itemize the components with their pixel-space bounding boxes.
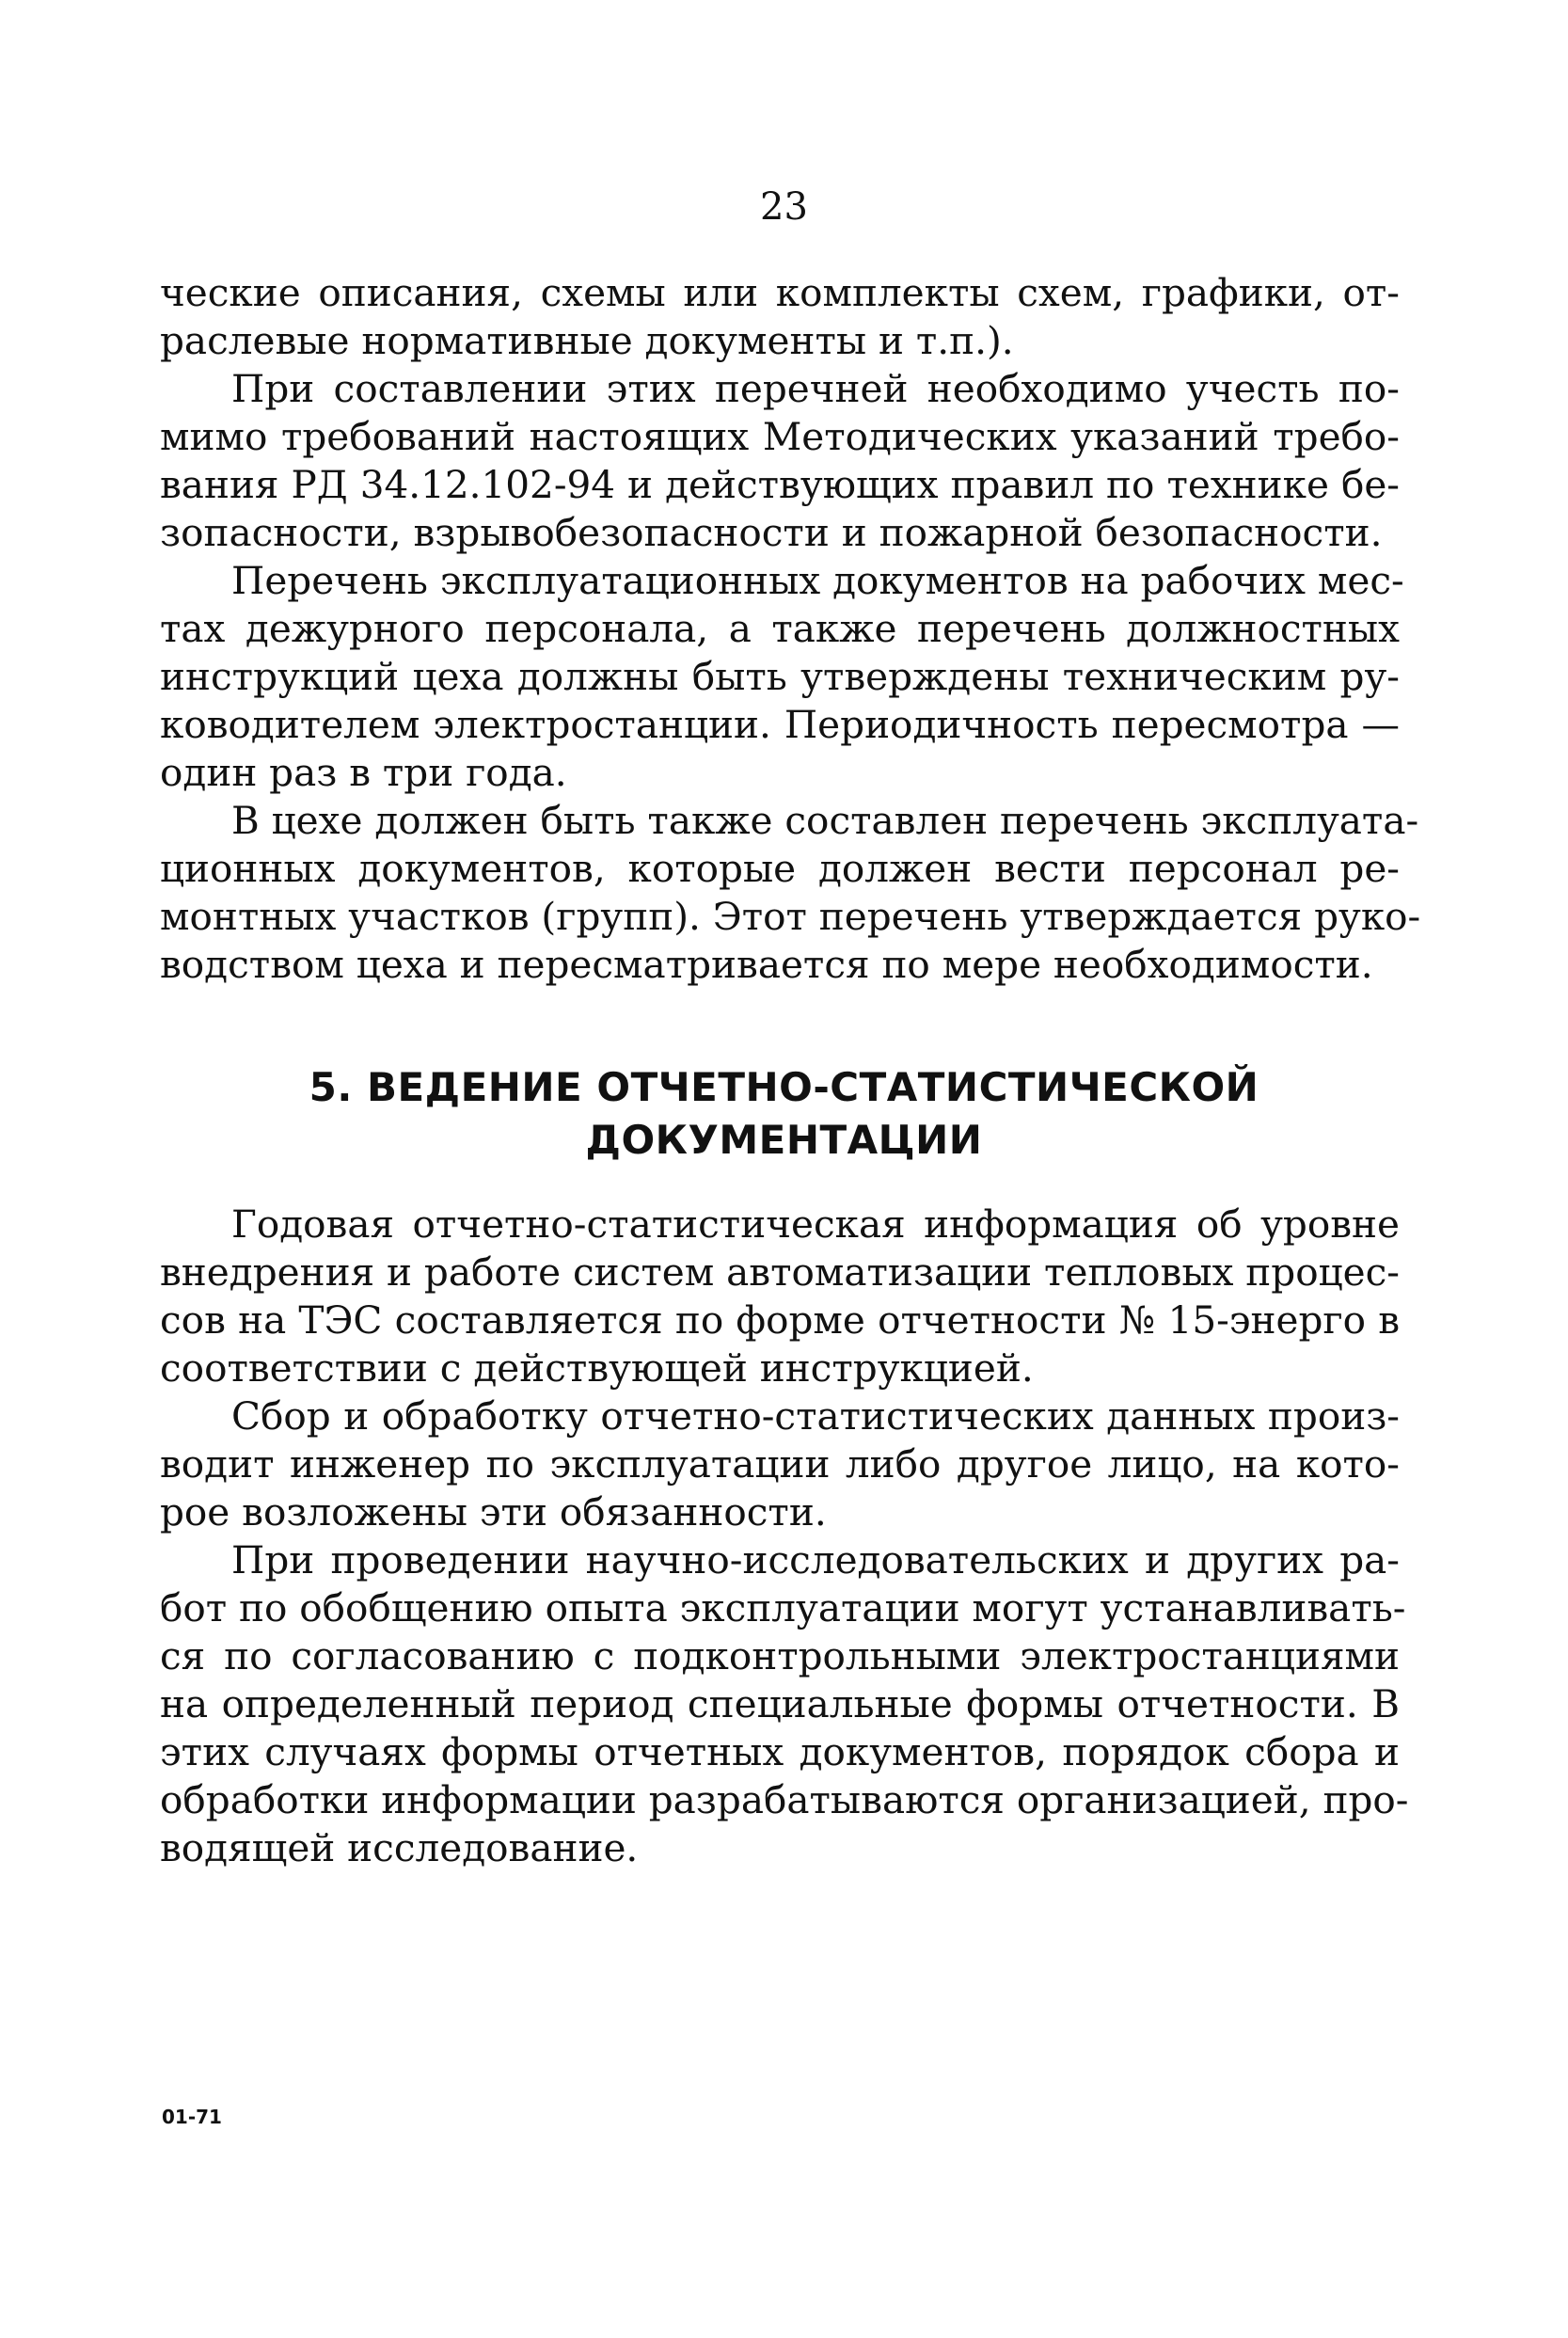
text-line: сов на ТЭС составляется по форме отчетности № 15-энерго в [160, 1297, 1400, 1343]
section-text [160, 1201, 1409, 1872]
text-line: При составлении этих перечней необходимо учесть по- [231, 366, 1400, 411]
text-line: Сбор и обработку отчетно-статистических данных произ- [231, 1393, 1400, 1439]
text-line: тах дежурного персонала, а также перечень должностных [160, 606, 1400, 651]
text-line: ческие описания, схемы или комплекты схем, графики, от- [160, 270, 1400, 315]
text-line: бот по обобщению опыта эксплуатации могут устанавливать- [160, 1585, 1406, 1630]
text-line: раслевые нормативные документы и т.п.). [160, 318, 1014, 363]
paragraph [160, 1392, 1400, 1536]
text-line: водящей исследование. [160, 1825, 639, 1870]
paragraph [160, 1201, 1400, 1392]
paragraph [160, 269, 1400, 365]
text-line: Годовая отчетно-статистическая информация об уровне [231, 1201, 1400, 1247]
text-line: рое возложены эти обязанности. [160, 1489, 827, 1535]
text-line: водит инженер по эксплуатации либо другое лицо, на кото- [160, 1441, 1400, 1487]
text-line: монтных участков (групп). Этот перечень утверждается руко- [160, 894, 1421, 939]
text-line: один раз в три года. [160, 750, 567, 795]
paragraph [160, 1536, 1409, 1872]
section-heading [0, 1061, 1568, 1167]
text-line: обработки информации разрабатываются организацией, про- [160, 1777, 1409, 1822]
page-number: 23 [760, 185, 808, 229]
text-line: ционных документов, которые должен вести персонал ре- [160, 846, 1400, 891]
intro-text [160, 269, 1421, 989]
text-line: ся по согласованию с подконтрольными электростанциями [160, 1633, 1400, 1678]
text-line: мимо требований настоящих Методических указаний требо- [160, 414, 1400, 459]
section-heading-line: ДОКУМЕНТАЦИИ [585, 1117, 983, 1163]
text-line: соответствии с действующей инструкцией. [160, 1345, 1034, 1391]
text-line: вания РД 34.12.102-94 и действующих правил по технике бе- [160, 462, 1400, 507]
text-line: водством цеха и пересматривается по мере необходимости. [160, 942, 1373, 987]
paragraph [160, 365, 1400, 557]
section-heading-line: 5. ВЕДЕНИЕ ОТЧЕТНО-СТАТИСТИЧЕСКОЙ [309, 1064, 1259, 1110]
text-line: на определенный период специальные формы отчетности. В [160, 1681, 1400, 1726]
paragraph [160, 797, 1421, 989]
text-line: При проведении научно-исследовательских и других ра- [231, 1537, 1400, 1583]
paragraph [160, 557, 1404, 797]
text-line: внедрения и работе систем автоматизации тепловых процес- [160, 1249, 1400, 1295]
footer-code: 01-71 [162, 2106, 222, 2128]
text-line: В цехе должен быть также составлен перечень эксплуата- [231, 798, 1419, 843]
text-line: инструкций цеха должны быть утверждены техническим ру- [160, 654, 1400, 699]
text-line: Перечень эксплуатационных документов на рабочих мес- [231, 558, 1404, 603]
text-line: ководителем электростанции. Периодичность пересмотра — [160, 702, 1400, 747]
text-line: зопасности, взрывобезопасности и пожарной безопасности. [160, 510, 1383, 555]
text-line: этих случаях формы отчетных документов, порядок сбора и [160, 1729, 1400, 1774]
